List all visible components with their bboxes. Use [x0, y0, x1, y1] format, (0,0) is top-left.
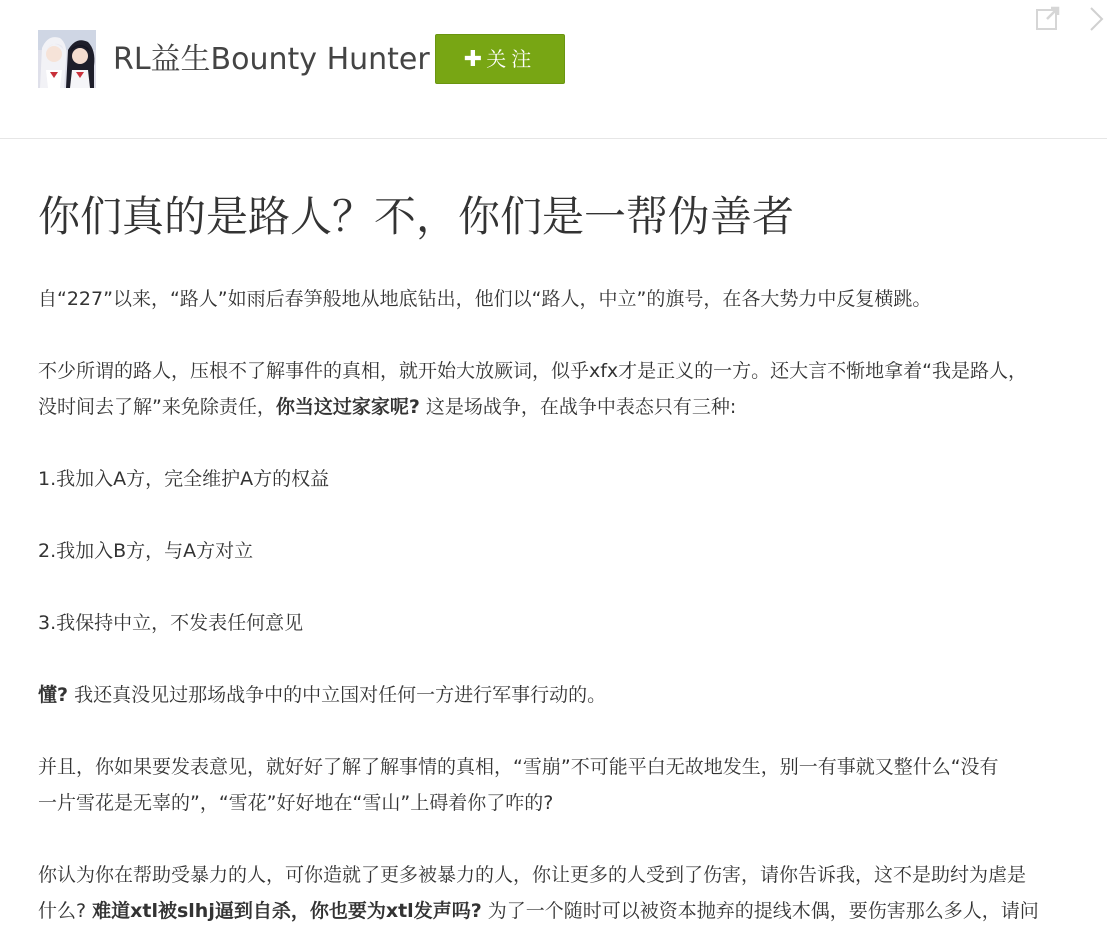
paragraph-8-line-1: 你认为你在帮助受暴力的人，可你造就了更多被暴力的人，你让更多的人受到了伤害，请你告诉我，这不是助纣为虐是: [38, 864, 1027, 886]
article-title: 你们真的是路人？不，你们是一帮伪善者: [38, 192, 795, 241]
article-body: [38, 281, 1088, 939]
author-avatar[interactable]: [38, 30, 96, 88]
paragraph-8-text-c: 为了一个随时可以被资本抛弃的提线木偶，要伤害那么多人，请问: [481, 900, 1039, 922]
paragraph-8-bold: 难道xtl被slhj逼到自杀，你也要为xtl发声吗?: [92, 900, 482, 922]
paragraph-3: 1.我加入A方，完全维护A方的权益: [38, 468, 330, 490]
share-icon[interactable]: [1035, 5, 1061, 31]
avatar-image: [38, 30, 96, 88]
author-name[interactable]: RL益生Bounty Hunter: [113, 42, 430, 77]
paragraph-6-bold: 懂?: [38, 684, 69, 706]
follow-button-label: 关注: [486, 47, 537, 71]
profile-header: [0, 0, 1107, 139]
plus-icon: ✚: [463, 47, 483, 72]
paragraph-2: [38, 353, 1088, 425]
paragraph-6-text: 我还真没见过那场战争中的中立国对任何一方进行军事行动的。: [68, 684, 607, 706]
paragraph-7-line-1: 并且，你如果要发表意见，就好好了解了解事情的真相，“雪崩”不可能平白无故地发生，别一有事就又整什么“没有: [38, 756, 999, 778]
paragraph-2-text-a: 没时间去了解”来免除责任，: [38, 396, 276, 418]
paragraph-5: 3.我保持中立，不发表任何意见: [38, 612, 304, 634]
paragraph-7: [38, 749, 1088, 821]
paragraph-4: 2.我加入B方，与A方对立: [38, 540, 254, 562]
follow-button[interactable]: [435, 34, 565, 84]
paragraph-2-text-c: 这是场战争，在战争中表态只有三种:: [419, 396, 737, 418]
paragraph-8-text-a: 什么?: [38, 900, 93, 922]
paragraph-8: [38, 857, 1088, 929]
paragraph-2-bold: 你当这过家家呢?: [275, 396, 420, 418]
paragraph-2-line-1: 不少所谓的路人，压根不了解事件的真相，就开始大放厥词，似乎xfx才是正义的一方。还大言不惭地拿着“我是路人，: [38, 360, 1028, 382]
paragraph-1: 自“227”以来，“路人”如雨后春笋般地从地底钻出，他们以“路人，中立”的旗号，在各大势力中反复横跳。: [38, 288, 932, 310]
paragraph-6: [38, 677, 1088, 713]
chevron-right-icon[interactable]: [1086, 5, 1106, 33]
paragraph-7-line-2: 一片雪花是无辜的”，“雪花”好好地在“雪山”上碍着你了咋的?: [38, 792, 554, 814]
